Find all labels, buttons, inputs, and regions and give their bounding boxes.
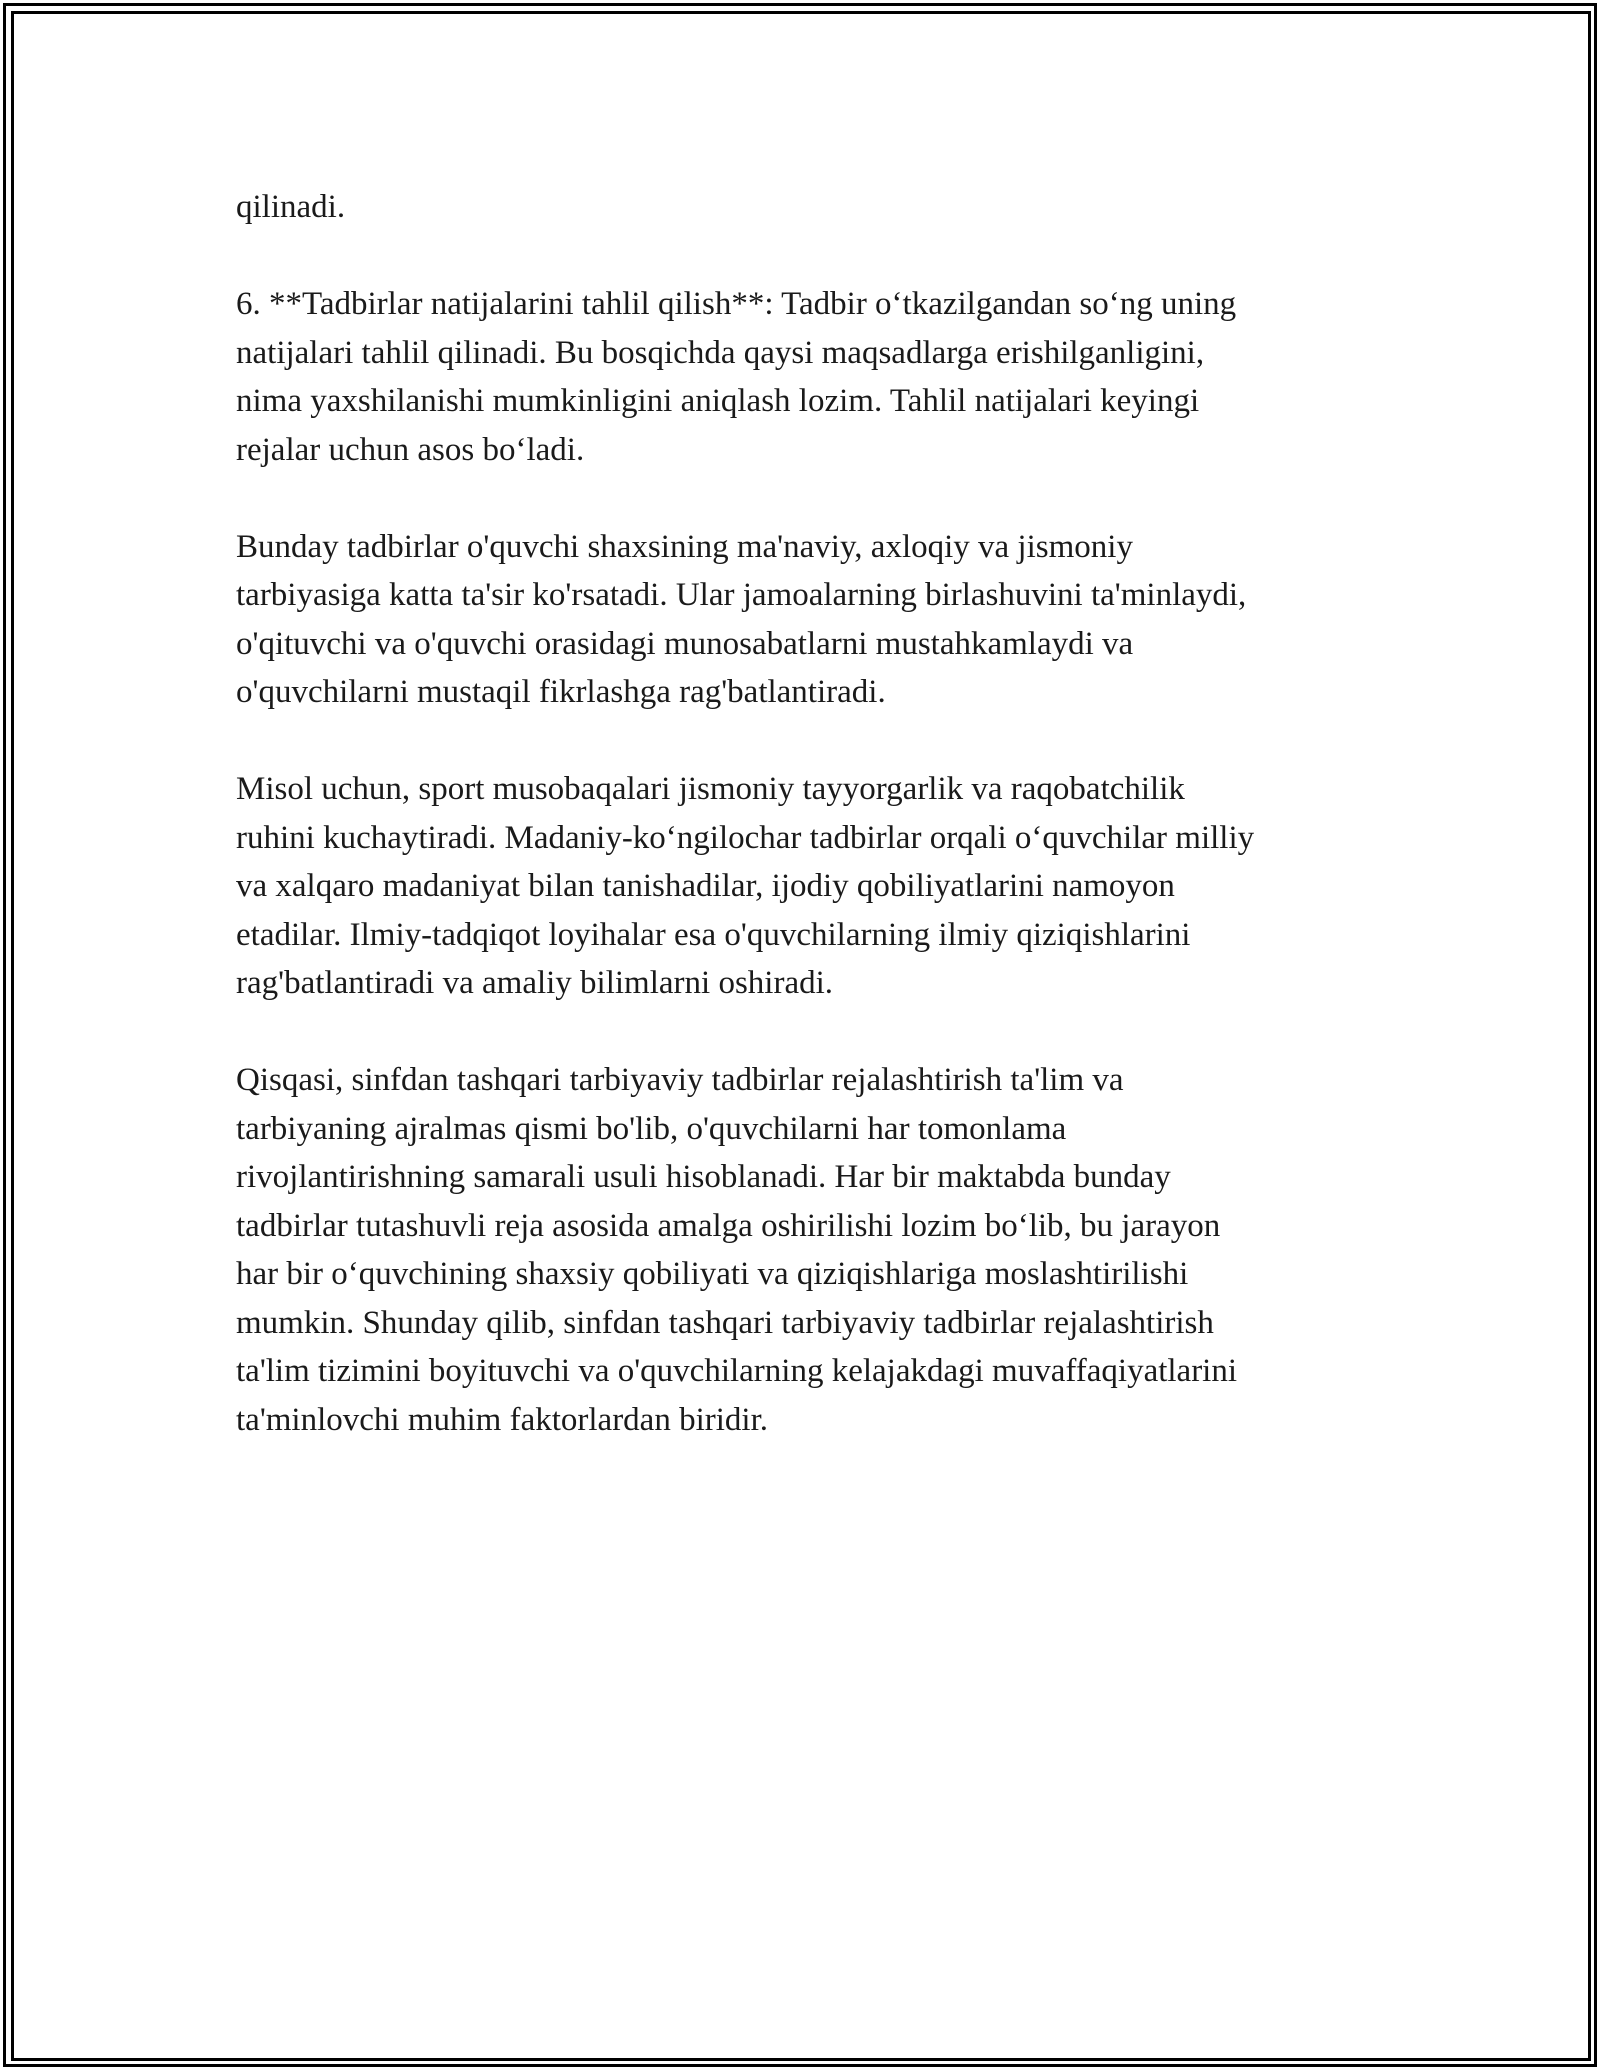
document-body: [236, 183, 1386, 1493]
text-line: natijalari tahlil qilinadi. Bu bosqichda qaysi maqsadlarga erishilganligini,: [236, 334, 1205, 371]
paragraph-step-6: [236, 280, 1386, 474]
text-line: tarbiyaning ajralmas qismi bo'lib, o'quvchilarni har tomonlama: [236, 1110, 1067, 1147]
text-line: etadilar. Ilmiy-tadqiqot loyihalar esa o'quvchilarning ilmiy qiziqishlarini: [236, 916, 1191, 953]
text-line: tarbiyasiga katta ta'sir ko'rsatadi. Ular jamoalarning birlashuvini ta'minlaydi,: [236, 577, 1247, 613]
paragraph-continuation: [236, 183, 1386, 232]
text-line: va xalqaro madaniyat bilan tanishadilar, ijodiy qobiliyatlarini namoyon: [236, 868, 1175, 904]
text-line: qilinadi.: [236, 189, 346, 225]
text-line: ta'minlovchi muhim faktorlardan biridir.: [236, 1401, 768, 1438]
text-line: tadbirlar tutashuvli reja asosida amalga oshirilishi lozim boʻlib, bu jarayon: [236, 1207, 1221, 1244]
text-line: rag'batlantiradi va amaliy bilimlarni oshiradi.: [236, 965, 834, 1001]
paragraph-impact: [236, 523, 1386, 717]
text-line: 6. **Tadbirlar natijalarini tahlil qilish**: Tadbir oʻtkazilgandan soʻng uning: [236, 286, 1237, 322]
text-line: ta'lim tizimini boyituvchi va o'quvchilarning kelajakdagi muvaffaqiyatlarini: [236, 1353, 1238, 1389]
text-line: nima yaxshilanishi mumkinligini aniqlash lozim. Tahlil natijalari keyingi: [236, 383, 1200, 419]
text-line: Bunday tadbirlar o'quvchi shaxsining ma'naviy, axloqiy va jismoniy: [236, 528, 1133, 565]
text-line: Misol uchun, sport musobaqalari jismoniy tayyorgarlik va raqobatchilik: [236, 771, 1185, 807]
text-line: ruhini kuchaytiradi. Madaniy-koʻngilochar tadbirlar orqali oʻquvchilar milliy: [236, 819, 1255, 856]
text-line: har bir oʻquvchining shaxsiy qobiliyati va qiziqishlariga moslashtirilishi: [236, 1256, 1189, 1292]
text-line: rejalar uchun asos boʻladi.: [236, 431, 585, 468]
text-line: Qisqasi, sinfdan tashqari tarbiyaviy tadbirlar rejalashtirish ta'lim va: [236, 1062, 1124, 1098]
paragraph-conclusion: [236, 1056, 1386, 1444]
paragraph-examples: [236, 765, 1386, 1008]
text-line: rivojlantirishning samarali usuli hisoblanadi. Har bir maktabda bunday: [236, 1159, 1171, 1195]
text-line: o'quvchilarni mustaqil fikrlashga rag'batlantiradi.: [236, 674, 886, 710]
text-line: mumkin. Shunday qilib, sinfdan tashqari tarbiyaviy tadbirlar rejalashtirish: [236, 1304, 1214, 1341]
text-line: o'qituvchi va o'quvchi orasidagi munosabatlarni mustahkamlaydi va: [236, 625, 1134, 662]
